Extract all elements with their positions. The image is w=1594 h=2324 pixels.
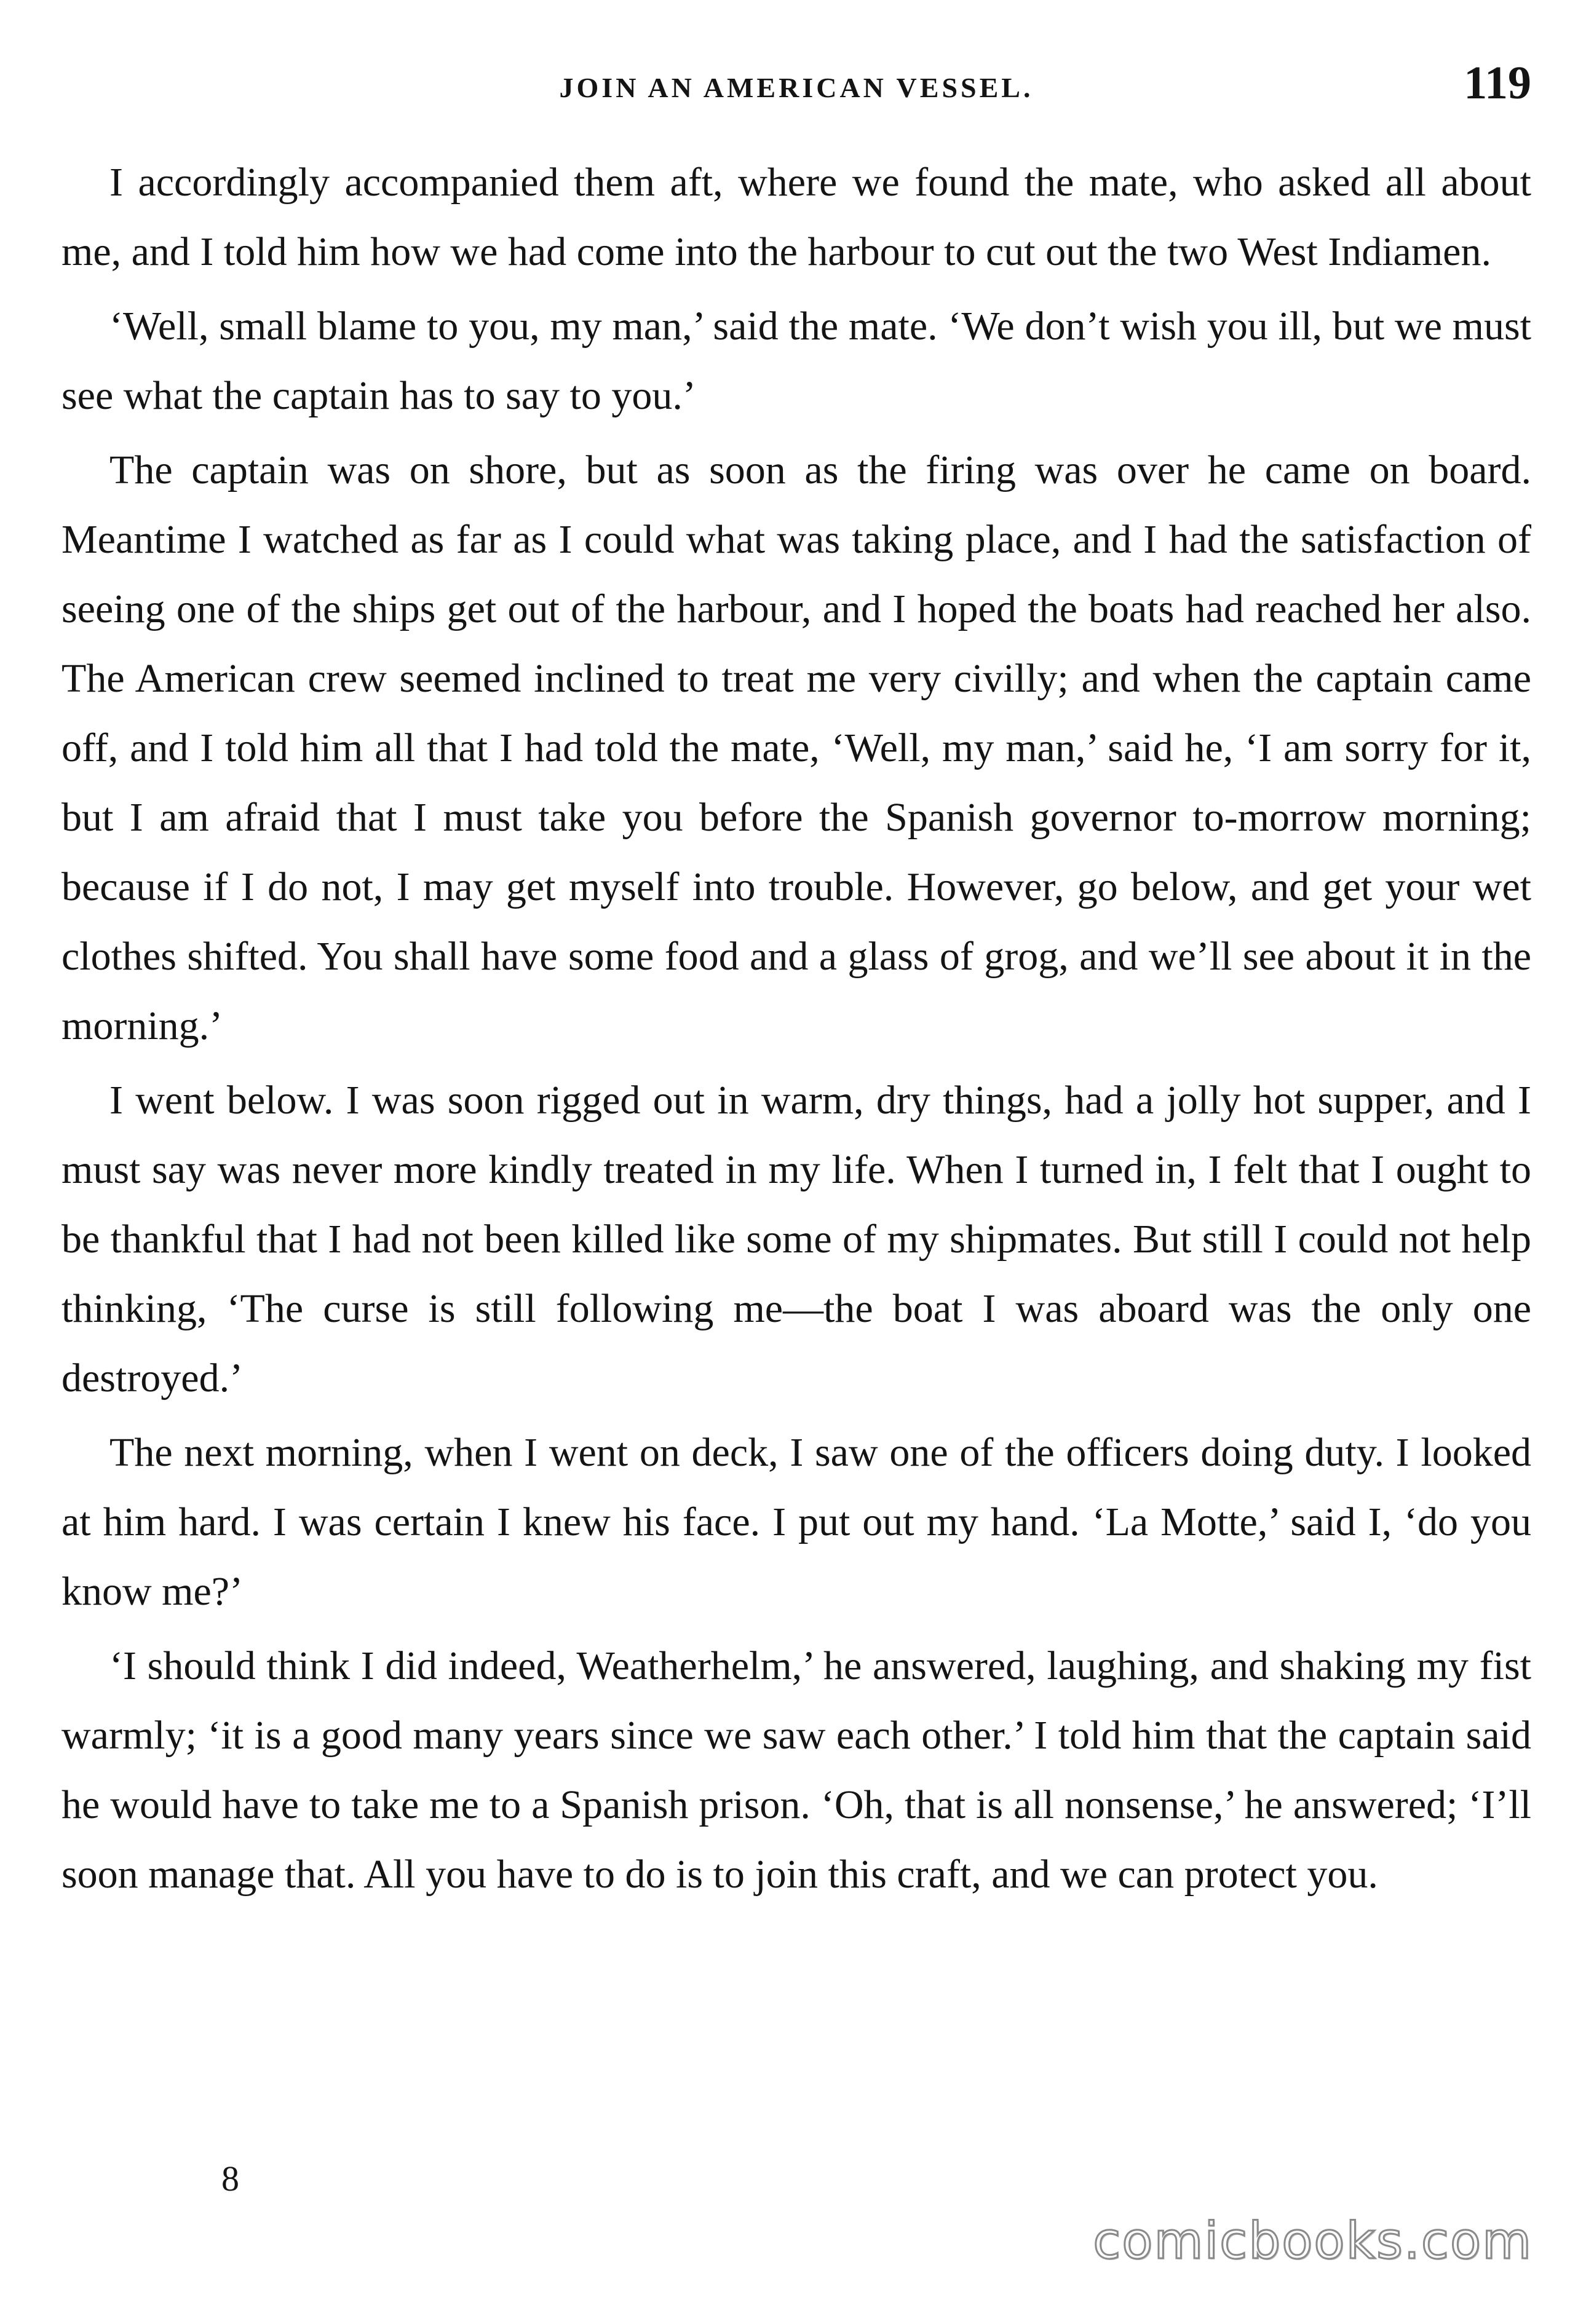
paragraph: The captain was on shore, but as soon as the firing was over he came on board. Meantime I watched as far as I could what was taking place, and I had the satisfaction of seeing one of the ships get out of the harbour, and I hoped the boats had reached her also. The American crew seemed inclined to treat me very civilly; and when the captain came off, and I told him all that I had told the mate, ‘Well, my man,’ said he, ‘I am sorry for it, but I am afraid that I must take you before the Spanish governor to-morrow morning; because if I do not, I may get myself into trouble. However, go below, and get your wet clothes shifted. You shall have some food and a glass of grog, and we’ll see about it in the morning.’ (61, 448, 1531, 1048)
signature-mark: 8 (221, 2159, 239, 2199)
paragraph: I went below. I was soon rigged out in warm, dry things, had a jolly hot supper, and I must say was never more kindly treated in my life. When I turned in, I felt that I ought to be thankful that I had not been killed like some of my shipmates. But still I could not help thinking, ‘The curse is still following me—the boat I was aboard was the only one destroyed.’ (61, 1078, 1531, 1401)
watermark: comicbooks.com (1093, 2212, 1533, 2271)
paragraph: ‘Well, small blame to you, my man,’ said the mate. ‘We don’t wish you ill, but we must see what the captain has to say to you.’ (61, 304, 1531, 418)
paragraph: I accordingly accompanied them aft, where we found the mate, who asked all about me, and I told him how we had come into the harbour to cut out the two West Indiamen. (61, 160, 1531, 274)
body-text (61, 148, 1531, 1914)
running-head (61, 57, 1531, 112)
paragraph: ‘I should think I did indeed, Weatherhelm,’ he answered, laughing, and shaking my fist warmly; ‘it is a good many years since we saw each other.’ I told him that the captain said he would have to take me to a Spanish prison. ‘Oh, that is all nonsense,’ he answered; ‘I’ll soon manage that. All you have to do is to join this craft, and we can protect you. (61, 1643, 1531, 1897)
running-title: JOIN AN AMERICAN VESSEL. (559, 72, 1034, 103)
page-number: 119 (1464, 57, 1531, 109)
paragraph: The next morning, when I went on deck, I saw one of the officers doing duty. I looked at him hard. I was certain I knew his face. I put out my hand. ‘La Motte,’ said I, ‘do you know me?’ (61, 1430, 1531, 1614)
